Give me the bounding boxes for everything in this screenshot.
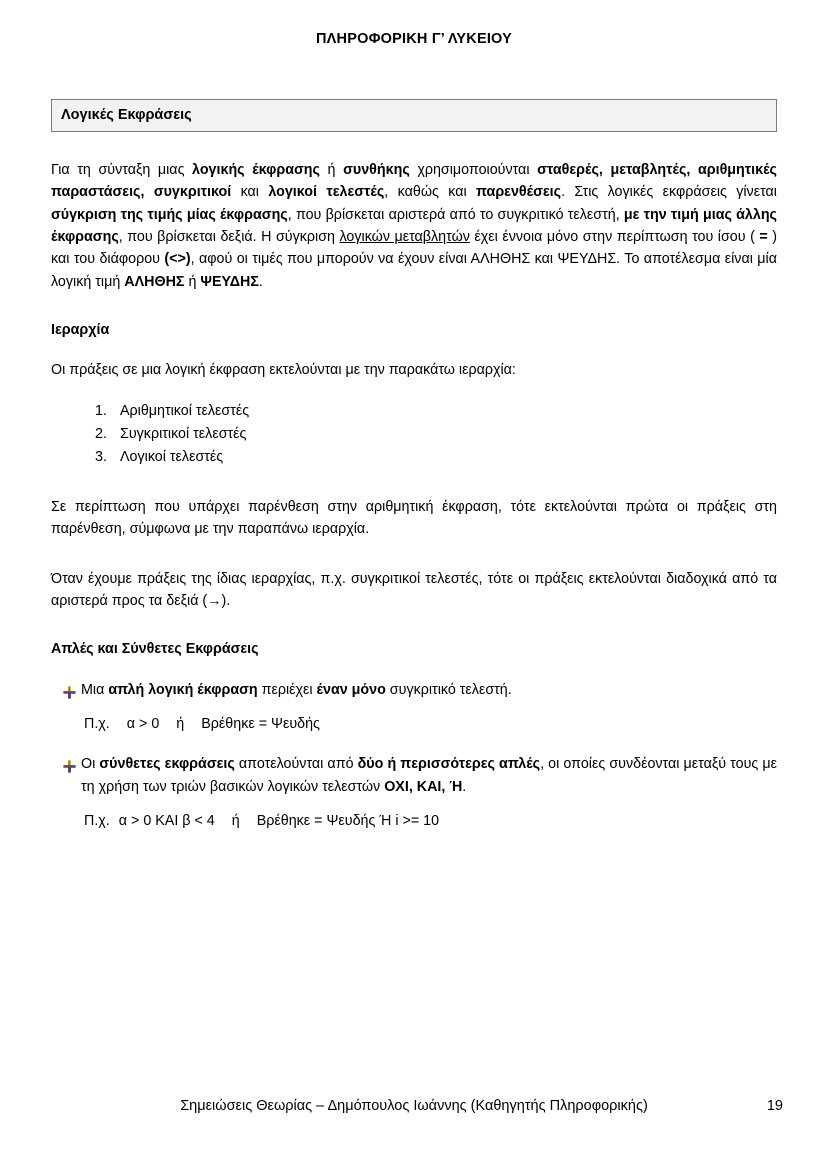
bullet2-text-3: , οι οποίες συνδέονται μεταξύ τους με τη χρήση των τριών βασικών λογικών τελεστών <box>81 756 777 795</box>
intro-paragraph <box>51 159 777 293</box>
spacer <box>51 798 777 810</box>
hierarchy-note-associativity: Όταν έχουμε πράξεις της ίδιας ιεραρχίας, π.χ. συγκριτικοί τελεστές, τότε οι πράξεις εκτελούνται διαδοχικά από τα αριστερά προς τα δεξιά (→). <box>51 570 777 609</box>
spacer <box>51 701 777 713</box>
example2-alternative: Βρέθηκε = Ψευδής Ή i >= 10 <box>256 812 440 829</box>
bullet1-text-1: Μια <box>81 681 109 698</box>
list-item <box>51 400 777 423</box>
example-simple-expression <box>51 713 777 735</box>
intro-text-4: και <box>231 184 269 201</box>
list-item-number: 1. <box>95 402 107 419</box>
bullet2-bold-1: σύνθετες εκφράσεις <box>99 756 235 773</box>
spacer <box>51 661 777 679</box>
hierarchy-lead: Οι πράξεις σε μια λογική έκφραση εκτελούνται με την παρακάτω ιεραρχία: <box>51 362 516 379</box>
intro-bold-2: συνθήκης <box>343 162 410 179</box>
intro-bold-false: ΨΕΥΔΗΣ <box>200 273 259 290</box>
bullet2-bold-2: δύο ή περισσότερες απλές <box>357 756 541 773</box>
list-item-number: 3. <box>95 448 107 465</box>
intro-bold-equals: = <box>759 229 768 246</box>
bullet1-text-2: περιέχει <box>257 681 317 698</box>
example-compound-expression <box>51 810 777 832</box>
expressions-heading: Απλές και Σύνθετες Εκφράσεις <box>51 641 259 658</box>
example1-expression: α > 0 <box>126 716 160 733</box>
spacer <box>51 293 777 320</box>
bullet1-bold-2: έναν μόνο <box>316 681 386 698</box>
spacer <box>51 735 777 753</box>
intro-text-10: ) και του διάφορου <box>51 229 778 268</box>
intro-underline-1: λογικών μεταβλητών <box>339 229 470 246</box>
bullet2-text-4: . <box>462 778 467 795</box>
intro-text-7: , που βρίσκεται αριστερά από το συγκριτικό τελεστή, <box>287 206 624 223</box>
example2-or: ή <box>231 812 240 829</box>
intro-bold-notequal: (<>) <box>164 251 191 268</box>
intro-bold-true: ΑΛΗΘΗΣ <box>124 273 185 290</box>
list-item-label: Αριθμητικοί τελεστές <box>120 402 250 419</box>
intro-text-2: ή <box>319 162 344 179</box>
intro-bold-6: σύγκριση της τιμής μίας έκφρασης <box>51 206 288 223</box>
spacer <box>51 541 777 568</box>
example2-expression: α > 0 ΚΑΙ β < 4 <box>118 812 215 829</box>
hierarchy-list <box>51 400 777 469</box>
header-title: ΠΛΗΡΟΦΟΡΙΚΗ Γ’ ΛΥΚΕΙΟΥ <box>316 31 512 47</box>
bullet1-text-3: συγκριτικό τελεστή. <box>385 681 512 698</box>
document-content <box>51 99 777 832</box>
spacer <box>51 382 777 400</box>
list-item <box>51 423 777 446</box>
list-item <box>51 446 777 469</box>
hierarchy-heading: Ιεραρχία <box>51 321 110 338</box>
bullet-item-simple <box>51 679 777 701</box>
four-color-cross-bullet-icon <box>63 684 76 697</box>
bullet2-text-1: Οι <box>81 756 100 773</box>
intro-text-1: Για τη σύνταξη μιας <box>51 162 193 179</box>
intro-text-8: , που βρίσκεται δεξιά. Η σύγκριση <box>118 229 340 246</box>
intro-text-12: ή <box>184 273 201 290</box>
intro-text-9: έχει έννοια μόνο στην περίπτωση του ίσου ( <box>469 229 760 246</box>
spacer <box>51 469 777 496</box>
footer-credit: Σημειώσεις Θεωρίας – Δημόπουλος Ιωάννης (Καθηγητής Πληροφορικής) <box>180 1098 648 1114</box>
document-header <box>0 31 828 47</box>
bullet2-text-2: αποτελούνται από <box>234 756 358 773</box>
spacer <box>51 132 777 159</box>
four-color-cross-bullet-icon <box>63 758 76 771</box>
document-footer <box>0 1098 828 1122</box>
example1-or: ή <box>176 716 185 733</box>
bullet1-bold-1: απλή λογική έκφραση <box>108 681 258 698</box>
intro-bold-1: λογικής έκφρασης <box>192 162 320 179</box>
intro-text-13: . <box>258 273 263 290</box>
list-item-label: Συγκριτικοί τελεστές <box>120 425 247 442</box>
example2-prefix: Π.χ. <box>84 812 110 829</box>
list-item-label: Λογικοί τελεστές <box>120 448 224 465</box>
intro-bold-4: λογικοί τελεστές <box>268 184 385 201</box>
spacer <box>51 612 777 639</box>
footer-page-number: 19 <box>766 1098 783 1114</box>
example1-prefix: Π.χ. <box>84 716 110 733</box>
intro-text-5: , καθώς και <box>384 184 476 201</box>
intro-text-11: , αφού οι τιμές που μπορούν να έχουν είναι ΑΛΗΘΗΣ και ΨΕΥΔΗΣ. Το αποτέλεσμα είναι μία λογική τιμή <box>51 251 777 290</box>
intro-bold-7: με την τιμή μιας άλλης έκφρασης <box>51 206 777 246</box>
intro-bold-3: σταθερές, μεταβλητές, αριθμητικές παραστάσεις, συγκριτικοί <box>51 162 777 201</box>
example1-alternative: Βρέθηκε = Ψευδής <box>201 716 320 733</box>
bullet2-bold-operators: ΟΧΙ, ΚΑΙ, Ή <box>384 778 463 795</box>
hierarchy-note-parentheses: Σε περίπτωση που υπάρχει παρένθεση στην αριθμητική έκφραση, τότε εκτελούνται πρώτα οι πράξεις στη παρένθεση, σύμφωνα με την παραπάνω ιεραρχία. <box>51 499 777 538</box>
intro-text-6: . Στις λογικές εκφράσεις γίνεται <box>561 184 777 201</box>
intro-bold-5: παρενθέσεις <box>476 184 562 201</box>
list-item-number: 2. <box>95 425 107 442</box>
section-title: Λογικές Εκφράσεις <box>61 107 192 123</box>
intro-text-3: χρησιμοποιούνται <box>409 162 538 179</box>
spacer <box>51 341 777 359</box>
bullet-item-compound <box>51 753 777 798</box>
section-title-box <box>51 99 777 132</box>
